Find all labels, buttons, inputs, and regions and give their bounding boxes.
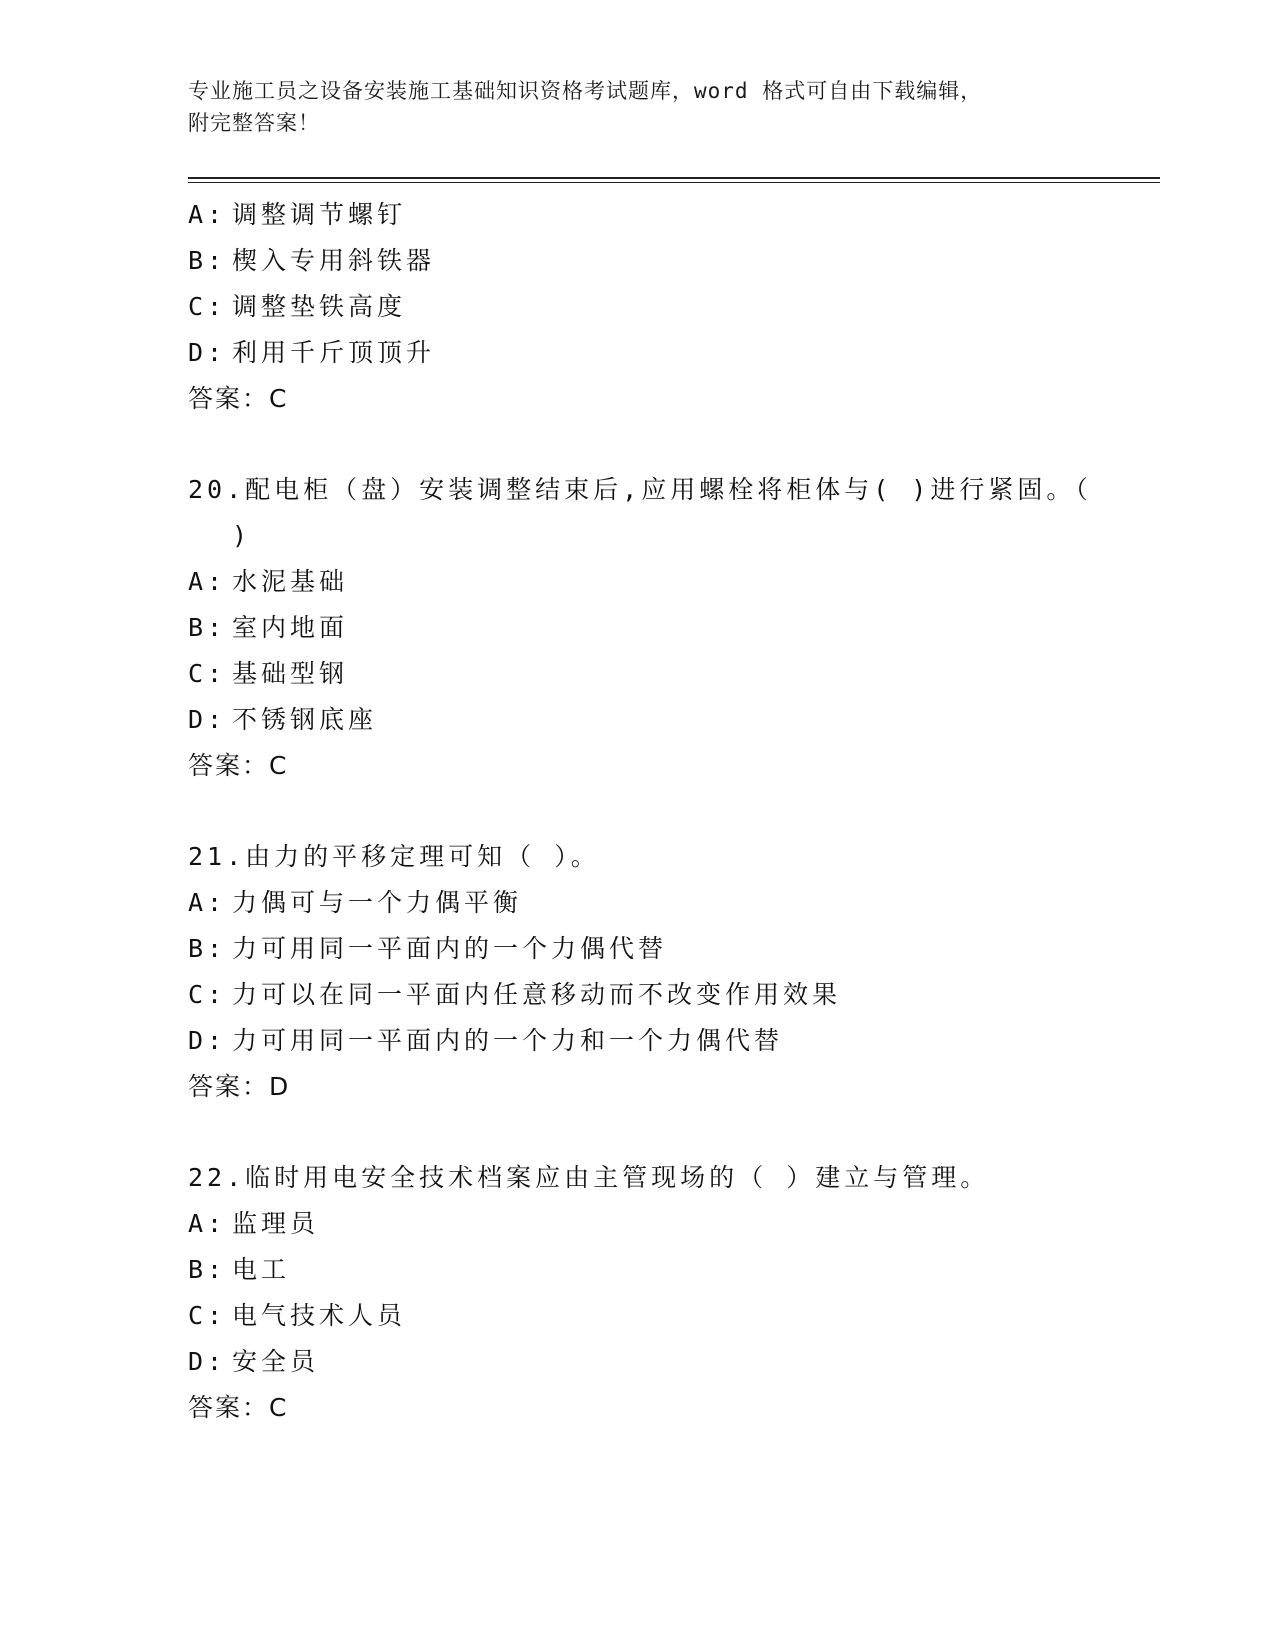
spacer (188, 422, 1088, 467)
question-list (188, 192, 1092, 1431)
option-b (188, 1247, 1088, 1293)
answer-line: 答案：C (188, 751, 289, 780)
option-text: 力可以在同一平面内任意移动而不改变作用效果 (232, 980, 842, 1009)
header-divider-thin (188, 182, 1160, 183)
option-d (188, 697, 1088, 743)
option-text: 基础型钢 (232, 659, 349, 688)
option-label: A: (188, 888, 227, 917)
option-a (188, 1201, 1088, 1247)
option-d (188, 330, 1088, 376)
option-text: 电气技术人员 (232, 1301, 407, 1330)
question-text: 21.由力的平移定理可知（ ）。 (188, 842, 600, 871)
option-label: A: (188, 1209, 227, 1238)
option-a (188, 192, 1088, 238)
option-b (188, 926, 1088, 972)
option-label: B: (188, 246, 227, 275)
question-20 (188, 467, 1092, 789)
spacer (188, 1110, 1088, 1155)
option-label: B: (188, 934, 227, 963)
option-b (188, 238, 1088, 284)
option-c (188, 651, 1088, 697)
answer-line: 答案：C (188, 384, 289, 413)
option-label: D: (188, 1026, 227, 1055)
option-label: C: (188, 980, 227, 1009)
question-21 (188, 834, 1088, 1110)
question-22 (188, 1155, 1088, 1431)
answer-line: 答案：D (188, 1072, 291, 1101)
option-text: 不锈钢底座 (232, 705, 378, 734)
option-label: C: (188, 659, 227, 688)
option-a (188, 880, 1088, 926)
option-c (188, 284, 1088, 330)
question-text: 20.配电柜（盘）安装调整结束后,应用螺栓将柜体与( )进行紧固。（ (188, 475, 1092, 504)
option-label: B: (188, 613, 227, 642)
option-label: A: (188, 567, 227, 596)
question-text: 22.临时用电安全技术档案应由主管现场的（ ）建立与管理。 (188, 1163, 990, 1192)
option-text: 调整垫铁高度 (232, 292, 407, 321)
header-divider-thick (188, 177, 1160, 179)
option-label: D: (188, 705, 227, 734)
document-header (188, 75, 1088, 139)
option-label: B: (188, 1255, 227, 1284)
option-text: 室内地面 (232, 613, 349, 642)
option-text: 电工 (232, 1255, 291, 1284)
option-label: A: (188, 200, 227, 229)
option-text: 监理员 (232, 1209, 320, 1238)
option-label: D: (188, 338, 227, 367)
question-text-continued: ) (232, 521, 252, 550)
option-text: 利用千斤顶顶升 (232, 338, 436, 367)
option-label: C: (188, 1301, 227, 1330)
option-label: C: (188, 292, 227, 321)
answer-line: 答案：C (188, 1393, 289, 1422)
option-c (188, 972, 1088, 1018)
option-d (188, 1018, 1088, 1064)
spacer (188, 789, 1088, 834)
option-text: 安全员 (232, 1347, 320, 1376)
option-text: 力偶可与一个力偶平衡 (232, 888, 523, 917)
option-b (188, 605, 1088, 651)
option-c (188, 1293, 1088, 1339)
option-label: D: (188, 1347, 227, 1376)
option-a (188, 559, 1088, 605)
option-text: 力可用同一平面内的一个力偶代替 (232, 934, 668, 963)
header-line-2: 附完整答案！ (188, 111, 320, 135)
option-text: 力可用同一平面内的一个力和一个力偶代替 (232, 1026, 784, 1055)
question-19 (188, 192, 1088, 422)
option-text: 调整调节螺钉 (232, 200, 407, 229)
header-line-1: 专业施工员之设备安装施工基础知识资格考试题库，word 格式可自由下载编辑， (188, 79, 983, 103)
option-text: 水泥基础 (232, 567, 349, 596)
option-d (188, 1339, 1088, 1385)
option-text: 楔入专用斜铁器 (232, 246, 436, 275)
